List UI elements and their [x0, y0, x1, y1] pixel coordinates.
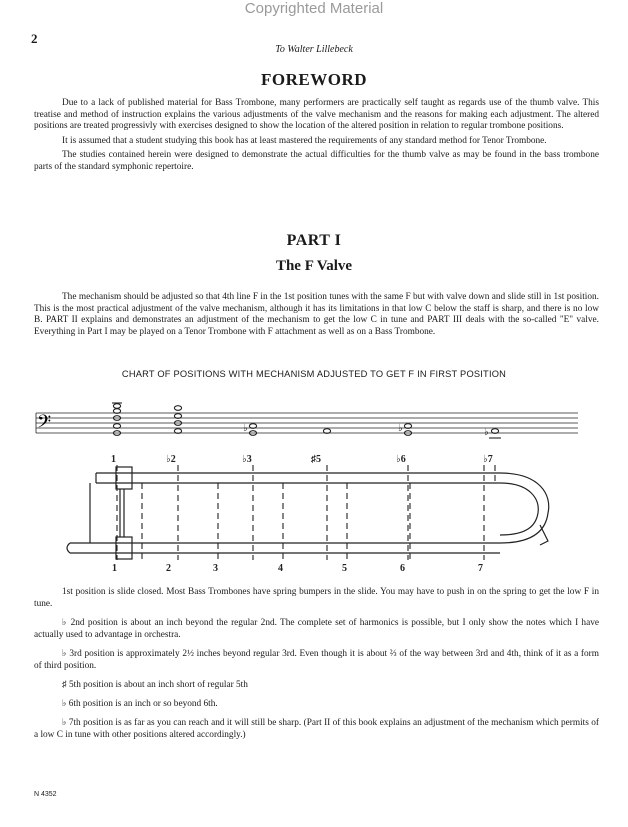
position-note: ♭ 7th position is as far as you can reach and it will still be sharp. (Part II of this book explains an adjustment of the mechanism which permits of a low C in tune with other positions altered accordingly.) [34, 718, 599, 740]
position-label: 1 [112, 563, 117, 574]
position-label: ♭3 [242, 454, 252, 465]
bass-clef-icon: 𝄢 [37, 411, 52, 436]
copyright-watermark: Copyrighted Material [244, 0, 384, 17]
foreword-paragraph: The studies contained herein were designed to demonstrate the actual difficulties for the thumb valve as may be found in the bass trombone parts of the standard symphonic repertoire. [34, 150, 599, 172]
position-label: 7 [478, 563, 483, 574]
foreword-paragraph: Due to a lack of published material for Bass Trombone, many performers are practically self taught as regards use of the thumb valve. This treatise and method of instruction explains the various adjustments of the valve mechanism and the reasons for making each adjustment. The altered positions are treated progressivly with exercises designed to show the location of the altered position in relation to regular trombone positions. [34, 98, 599, 132]
foreword-body [34, 98, 599, 177]
page-number: 2 [31, 31, 38, 46]
position-label: 2 [166, 563, 171, 574]
foreword-paragraph: It is assumed that a student studying this book has at least mastered the requirements of any standard method for Tenor Trombone. [62, 135, 547, 146]
bottom-position-labels [112, 563, 483, 574]
position-markers [117, 465, 495, 560]
position-label: 5 [342, 563, 347, 574]
position-label: ♭7 [483, 454, 493, 465]
foreword-title: FOREWORD [261, 70, 367, 89]
accidentals [243, 423, 489, 438]
part-subtitle: The F Valve [275, 258, 353, 274]
trombone-position-chart [0, 395, 628, 575]
position-note: ♭ 2nd position is about an inch beyond the regular 2nd. The complete set of harmonics is possible, but I only show the notes which I have actually used to advantage in orchestra. [34, 618, 599, 640]
svg-text:♭: ♭ [484, 427, 489, 438]
position-label: 6 [400, 563, 405, 574]
part-intro-paragraph: The mechanism should be adjusted so that 4th line F in the 1st position tunes with the same F but with valve down and slide still in 1st position. This is the most practical adjustment of the valve mechanism, although it has its limitations in that low C below the staff is sharp, and there is no low B. PART II explains and demonstrates an adjustment of the mechanism to get the low C in tune and PART III deals with the so-called "E" valve. Everything in Part I may be played on a Tenor Trombone with F attachment as well as on a Bass Trombone. [34, 292, 599, 337]
svg-text:♭: ♭ [243, 423, 248, 434]
dedication: To Walter Lillebeck [275, 44, 353, 55]
position-notes [34, 586, 599, 748]
position-note: 1st position is slide closed. Most Bass Trombones have spring bumpers in the slide. You may have to push in on the spring to get the low F in tune. [34, 587, 599, 609]
position-label: ♭2 [166, 454, 176, 465]
chart-caption: CHART OF POSITIONS WITH MECHANISM ADJUSTED TO GET F IN FIRST POSITION [121, 369, 507, 379]
svg-text:♭: ♭ [398, 423, 403, 434]
position-label: 3 [213, 563, 218, 574]
position-label: ♭6 [396, 454, 406, 465]
top-position-labels [111, 454, 493, 465]
position-note: ♭ 6th position is an inch or so beyond 6th. [62, 699, 218, 709]
footer-catalog-code: N 4352 [34, 791, 57, 798]
position-note: ♯ 5th position is about an inch short of regular 5th [62, 680, 248, 690]
trombone-slide-icon [67, 467, 549, 559]
part-title: PART I [286, 232, 342, 249]
position-label: ♯5 [311, 454, 321, 465]
position-label: 4 [278, 563, 283, 574]
position-note: ♭ 3rd position is approximately 2½ inches beyond regular 3rd. Even though it is about ⅔ of the way between 3rd and 4th, think of it as a form of third position. [34, 649, 599, 671]
part-intro [34, 292, 599, 341]
position-label: 1 [111, 454, 116, 465]
